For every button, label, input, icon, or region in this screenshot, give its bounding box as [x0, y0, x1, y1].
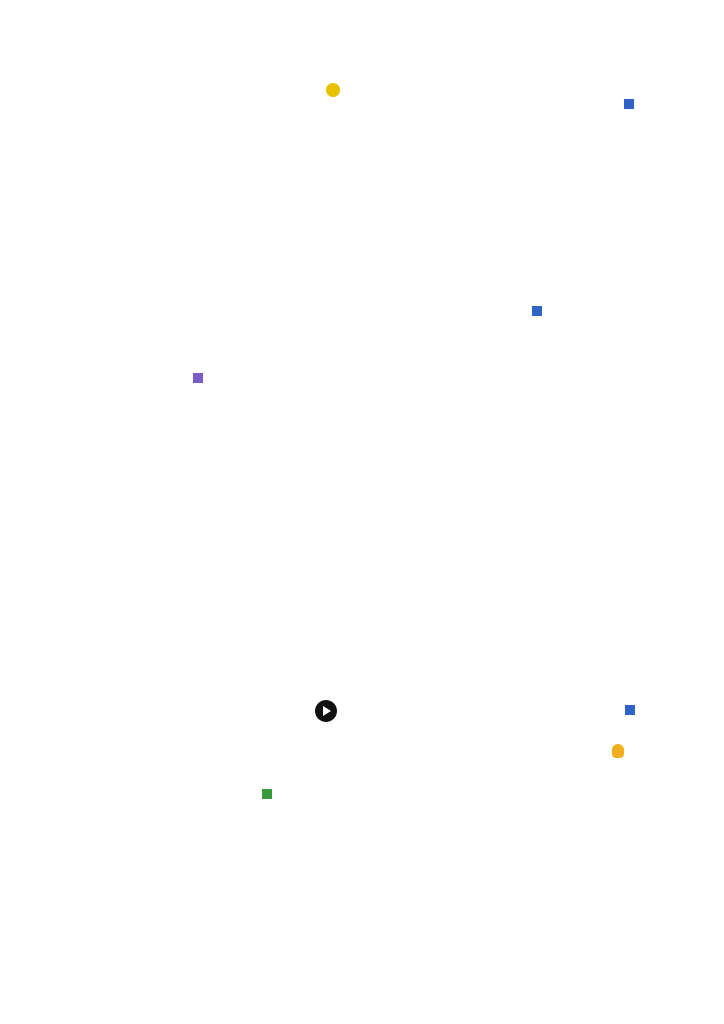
- open-link-icon[interactable]: [625, 705, 635, 715]
- forward-icon: [532, 306, 542, 316]
- play-icon[interactable]: [315, 700, 337, 722]
- checkbox-icon[interactable]: [262, 789, 272, 799]
- info-icon: [193, 373, 203, 383]
- warning-icon: [326, 83, 340, 97]
- document-text-block: [66, 66, 686, 956]
- expand-icon: [624, 99, 634, 109]
- hand-gesture-icon: [612, 744, 624, 758]
